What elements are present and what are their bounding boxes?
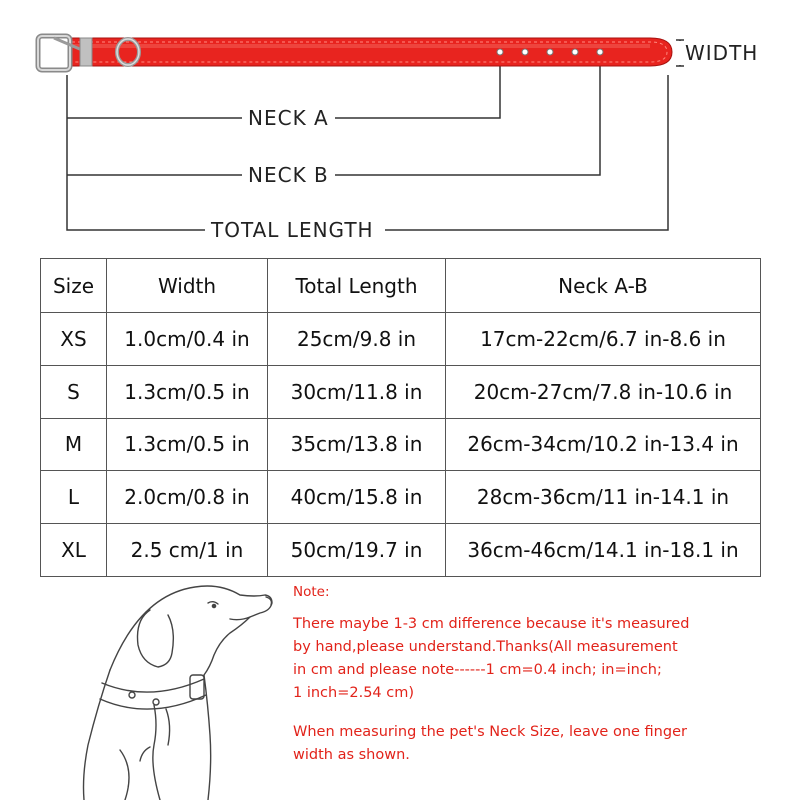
note-title: Note: [293,584,330,600]
cell-total-length: 25cm/9.8 in [268,313,446,366]
header-size: Size [41,259,107,313]
neck-b-line-right [335,58,600,175]
table-row [41,524,761,577]
note-line: 1 inch=2.54 cm) [293,685,415,701]
table-row [41,313,761,366]
neck-a-label: NECK A [242,106,335,130]
cell-size: S [41,365,107,418]
cell-size: L [41,471,107,524]
width-label: WIDTH [679,41,764,65]
header-width: Width [107,259,268,313]
tip-line: When measuring the pet's Neck Size, leave one finger [293,724,687,740]
size-table [40,258,761,577]
cell-width: 2.5 cm/1 in [107,524,268,577]
note-body [293,613,753,705]
dog-illustration [80,575,290,800]
cell-neck: 26cm-34cm/10.2 in-13.4 in [446,418,761,471]
cell-total-length: 35cm/13.8 in [268,418,446,471]
header-total-length: Total Length [268,259,446,313]
cell-neck: 36cm-46cm/14.1 in-18.1 in [446,524,761,577]
neck-size-tip [293,721,763,767]
collar-illustration [0,0,800,250]
cell-total-length: 30cm/11.8 in [268,365,446,418]
cell-width: 1.3cm/0.5 in [107,418,268,471]
cell-neck: 20cm-27cm/7.8 in-10.6 in [446,365,761,418]
cell-width: 2.0cm/0.8 in [107,471,268,524]
note-line: in cm and please note------1 cm=0.4 inch; in=inch; [293,662,662,678]
total-length-line-right [385,75,668,230]
dog-collar-icon [80,575,290,800]
header-neck: Neck A-B [446,259,761,313]
cell-size: M [41,418,107,471]
total-length-label: TOTAL LENGTH [205,218,380,242]
total-length-line [67,75,205,230]
note-line: There maybe 1-3 cm difference because it's measured [293,616,690,632]
cell-total-length: 50cm/19.7 in [268,524,446,577]
cell-size: XL [41,524,107,577]
cell-width: 1.0cm/0.4 in [107,313,268,366]
neck-a-line-right [335,58,500,118]
table-header-row [41,259,761,313]
tip-line: width as shown. [293,747,410,763]
collar-diagram [0,0,800,250]
table-row [41,471,761,524]
cell-width: 1.3cm/0.5 in [107,365,268,418]
note-line: by hand,please understand.Thanks(All measurement [293,639,678,655]
neck-b-label: NECK B [242,163,335,187]
cell-neck: 17cm-22cm/6.7 in-8.6 in [446,313,761,366]
table-row [41,418,761,471]
table-row [41,365,761,418]
buckle-icon [38,36,92,70]
collar-strap [70,38,672,66]
cell-neck: 28cm-36cm/11 in-14.1 in [446,471,761,524]
measurement-lines [67,40,684,230]
cell-size: XS [41,313,107,366]
cell-total-length: 40cm/15.8 in [268,471,446,524]
